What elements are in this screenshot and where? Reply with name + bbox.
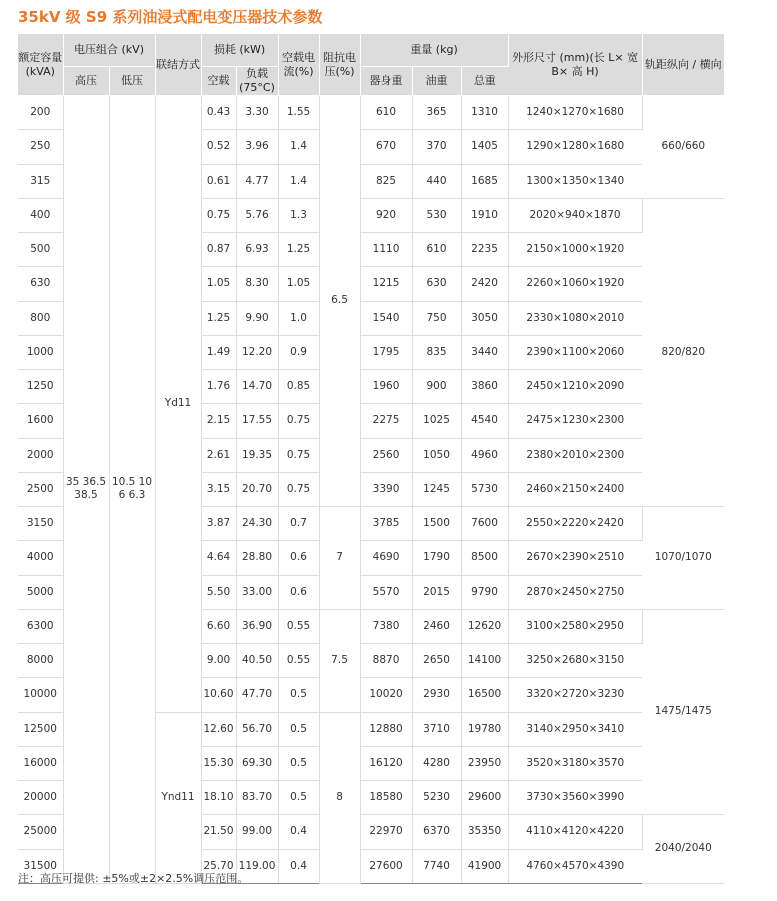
- oil-weight-cell: 1790: [412, 541, 461, 575]
- gauge-660: 660/660: [642, 96, 724, 199]
- body-weight-cell: 12880: [360, 712, 412, 746]
- header-weight: 重量 (kg): [360, 34, 508, 67]
- capacity-cell: 16000: [18, 746, 63, 780]
- header-load: 负载(75°C): [236, 67, 278, 96]
- load-loss-cell: 3.30: [236, 96, 278, 130]
- oil-weight-cell: 370: [412, 130, 461, 164]
- total-weight-cell: 2420: [461, 267, 508, 301]
- noload-current-cell: 1.0: [278, 301, 319, 335]
- gauge-1070: 1070/1070: [642, 507, 724, 610]
- capacity-cell: 315: [18, 164, 63, 198]
- dimensions-cell: 2380×2010×2300: [508, 438, 642, 472]
- body-weight-cell: 27600: [360, 849, 412, 883]
- load-loss-cell: 56.70: [236, 712, 278, 746]
- dimensions-cell: 4760×4570×4390: [508, 849, 642, 883]
- body-weight-cell: 8870: [360, 644, 412, 678]
- noload-loss-cell: 2.15: [201, 404, 236, 438]
- body-weight-cell: 1215: [360, 267, 412, 301]
- dimensions-cell: 3730×3560×3990: [508, 781, 642, 815]
- oil-weight-cell: 610: [412, 233, 461, 267]
- dimensions-cell: 2450×1210×2090: [508, 370, 642, 404]
- load-loss-cell: 12.20: [236, 335, 278, 369]
- load-loss-cell: 83.70: [236, 781, 278, 815]
- load-loss-cell: 17.55: [236, 404, 278, 438]
- load-loss-cell: 40.50: [236, 644, 278, 678]
- noload-loss-cell: 1.49: [201, 335, 236, 369]
- noload-current-cell: 0.9: [278, 335, 319, 369]
- noload-loss-cell: 12.60: [201, 712, 236, 746]
- impedance-8: 8: [319, 712, 360, 883]
- gauge-820: 820/820: [642, 198, 724, 506]
- body-weight-cell: 920: [360, 198, 412, 232]
- total-weight-cell: 8500: [461, 541, 508, 575]
- body-weight-cell: 1110: [360, 233, 412, 267]
- oil-weight-cell: 1025: [412, 404, 461, 438]
- total-weight-cell: 3440: [461, 335, 508, 369]
- noload-current-cell: 0.5: [278, 678, 319, 712]
- capacity-cell: 6300: [18, 609, 63, 643]
- oil-weight-cell: 1500: [412, 507, 461, 541]
- load-loss-cell: 14.70: [236, 370, 278, 404]
- noload-loss-cell: 21.50: [201, 815, 236, 849]
- noload-current-cell: 1.25: [278, 233, 319, 267]
- load-loss-cell: 5.76: [236, 198, 278, 232]
- body-weight-cell: 18580: [360, 781, 412, 815]
- noload-loss-cell: 4.64: [201, 541, 236, 575]
- total-weight-cell: 41900: [461, 849, 508, 883]
- impedance-7: 7: [319, 507, 360, 610]
- noload-current-cell: 0.7: [278, 507, 319, 541]
- noload-loss-cell: 0.52: [201, 130, 236, 164]
- header-oil: 油重: [412, 67, 461, 96]
- oil-weight-cell: 4280: [412, 746, 461, 780]
- load-loss-cell: 33.00: [236, 575, 278, 609]
- capacity-cell: 20000: [18, 781, 63, 815]
- load-loss-cell: 24.30: [236, 507, 278, 541]
- total-weight-cell: 7600: [461, 507, 508, 541]
- header-total: 总重: [461, 67, 508, 96]
- gauge-2040: 2040/2040: [642, 815, 724, 884]
- dimensions-cell: 2330×1080×2010: [508, 301, 642, 335]
- oil-weight-cell: 630: [412, 267, 461, 301]
- load-loss-cell: 20.70: [236, 472, 278, 506]
- noload-current-cell: 1.4: [278, 164, 319, 198]
- load-loss-cell: 36.90: [236, 609, 278, 643]
- load-loss-cell: 69.30: [236, 746, 278, 780]
- noload-loss-cell: 1.05: [201, 267, 236, 301]
- dimensions-cell: 2020×940×1870: [508, 198, 642, 232]
- total-weight-cell: 1910: [461, 198, 508, 232]
- header-current: 空载电流(%): [278, 34, 319, 96]
- oil-weight-cell: 3710: [412, 712, 461, 746]
- header-gauge: 轨距纵向 / 横向: [642, 34, 724, 96]
- noload-loss-cell: 1.76: [201, 370, 236, 404]
- oil-weight-cell: 7740: [412, 849, 461, 883]
- oil-weight-cell: 1245: [412, 472, 461, 506]
- footnote: 注：高压可提供: ±5%或±2×2.5%调压范围。: [18, 872, 249, 885]
- noload-current-cell: 0.55: [278, 609, 319, 643]
- hv-voltage-cell: 35 36.5 38.5: [63, 96, 109, 884]
- noload-loss-cell: 3.15: [201, 472, 236, 506]
- noload-current-cell: 0.75: [278, 438, 319, 472]
- dimensions-cell: 3250×2680×3150: [508, 644, 642, 678]
- total-weight-cell: 35350: [461, 815, 508, 849]
- oil-weight-cell: 2015: [412, 575, 461, 609]
- noload-current-cell: 0.5: [278, 781, 319, 815]
- capacity-cell: 400: [18, 198, 63, 232]
- total-weight-cell: 23950: [461, 746, 508, 780]
- total-weight-cell: 1685: [461, 164, 508, 198]
- body-weight-cell: 610: [360, 96, 412, 130]
- spec-table-body: [18, 96, 724, 884]
- noload-loss-cell: 0.87: [201, 233, 236, 267]
- load-loss-cell: 47.70: [236, 678, 278, 712]
- capacity-cell: 2500: [18, 472, 63, 506]
- noload-loss-cell: 5.50: [201, 575, 236, 609]
- capacity-cell: 12500: [18, 712, 63, 746]
- header-lv: 低压: [109, 67, 155, 96]
- total-weight-cell: 2235: [461, 233, 508, 267]
- header-impedance: 阻抗电压(%): [319, 34, 360, 96]
- header-loss: 损耗 (kW): [201, 34, 278, 67]
- load-loss-cell: 19.35: [236, 438, 278, 472]
- load-loss-cell: 28.80: [236, 541, 278, 575]
- header-noload: 空载: [201, 67, 236, 96]
- oil-weight-cell: 750: [412, 301, 461, 335]
- header-capacity: 额定容量(kVA): [18, 34, 63, 96]
- total-weight-cell: 5730: [461, 472, 508, 506]
- dimensions-cell: 2460×2150×2400: [508, 472, 642, 506]
- body-weight-cell: 3390: [360, 472, 412, 506]
- noload-current-cell: 1.3: [278, 198, 319, 232]
- capacity-cell: 1600: [18, 404, 63, 438]
- load-loss-cell: 4.77: [236, 164, 278, 198]
- dimensions-cell: 2260×1060×1920: [508, 267, 642, 301]
- noload-loss-cell: 0.61: [201, 164, 236, 198]
- noload-loss-cell: 1.25: [201, 301, 236, 335]
- noload-current-cell: 1.4: [278, 130, 319, 164]
- dimensions-cell: 4110×4120×4220: [508, 815, 642, 849]
- total-weight-cell: 16500: [461, 678, 508, 712]
- total-weight-cell: 3050: [461, 301, 508, 335]
- load-loss-cell: 9.90: [236, 301, 278, 335]
- dimensions-cell: 3320×2720×3230: [508, 678, 642, 712]
- load-loss-cell: 119.00: [236, 849, 278, 883]
- dimensions-cell: 3140×2950×3410: [508, 712, 642, 746]
- dimensions-cell: 2550×2220×2420: [508, 507, 642, 541]
- noload-current-cell: 0.6: [278, 575, 319, 609]
- capacity-cell: 500: [18, 233, 63, 267]
- capacity-cell: 5000: [18, 575, 63, 609]
- oil-weight-cell: 2650: [412, 644, 461, 678]
- noload-current-cell: 0.75: [278, 472, 319, 506]
- body-weight-cell: 16120: [360, 746, 412, 780]
- header-voltage: 电压组合 (kV): [63, 34, 155, 67]
- noload-current-cell: 0.55: [278, 644, 319, 678]
- noload-current-cell: 0.4: [278, 815, 319, 849]
- oil-weight-cell: 365: [412, 96, 461, 130]
- lv-voltage-cell: 10.5 10 6 6.3: [109, 96, 155, 884]
- noload-loss-cell: 0.43: [201, 96, 236, 130]
- total-weight-cell: 14100: [461, 644, 508, 678]
- dimensions-cell: 2475×1230×2300: [508, 404, 642, 438]
- capacity-cell: 25000: [18, 815, 63, 849]
- capacity-cell: 200: [18, 96, 63, 130]
- noload-current-cell: 0.85: [278, 370, 319, 404]
- capacity-cell: 4000: [18, 541, 63, 575]
- noload-loss-cell: 6.60: [201, 609, 236, 643]
- load-loss-cell: 99.00: [236, 815, 278, 849]
- capacity-cell: 8000: [18, 644, 63, 678]
- noload-current-cell: 0.5: [278, 746, 319, 780]
- noload-loss-cell: 15.30: [201, 746, 236, 780]
- impedance-7-5: 7.5: [319, 609, 360, 712]
- noload-loss-cell: 9.00: [201, 644, 236, 678]
- dimensions-cell: 2390×1100×2060: [508, 335, 642, 369]
- noload-current-cell: 0.6: [278, 541, 319, 575]
- noload-current-cell: 1.55: [278, 96, 319, 130]
- dimensions-cell: 1290×1280×1680: [508, 130, 642, 164]
- body-weight-cell: 1540: [360, 301, 412, 335]
- total-weight-cell: 29600: [461, 781, 508, 815]
- body-weight-cell: 1795: [360, 335, 412, 369]
- body-weight-cell: 22970: [360, 815, 412, 849]
- body-weight-cell: 5570: [360, 575, 412, 609]
- capacity-cell: 1000: [18, 335, 63, 369]
- capacity-cell: 250: [18, 130, 63, 164]
- oil-weight-cell: 900: [412, 370, 461, 404]
- capacity-cell: 10000: [18, 678, 63, 712]
- body-weight-cell: 7380: [360, 609, 412, 643]
- body-weight-cell: 2560: [360, 438, 412, 472]
- noload-current-cell: 0.5: [278, 712, 319, 746]
- oil-weight-cell: 835: [412, 335, 461, 369]
- oil-weight-cell: 530: [412, 198, 461, 232]
- noload-loss-cell: 3.87: [201, 507, 236, 541]
- connection-ynd11: Ynd11: [155, 712, 201, 883]
- table-row: [18, 96, 724, 130]
- total-weight-cell: 1405: [461, 130, 508, 164]
- total-weight-cell: 1310: [461, 96, 508, 130]
- oil-weight-cell: 440: [412, 164, 461, 198]
- body-weight-cell: 10020: [360, 678, 412, 712]
- total-weight-cell: 3860: [461, 370, 508, 404]
- page-title: 35kV 级 S9 系列油浸式配电变压器技术参数: [18, 8, 323, 26]
- body-weight-cell: 3785: [360, 507, 412, 541]
- body-weight-cell: 825: [360, 164, 412, 198]
- load-loss-cell: 8.30: [236, 267, 278, 301]
- oil-weight-cell: 1050: [412, 438, 461, 472]
- dimensions-cell: 1240×1270×1680: [508, 96, 642, 130]
- load-loss-cell: 3.96: [236, 130, 278, 164]
- dimensions-cell: 3520×3180×3570: [508, 746, 642, 780]
- body-weight-cell: 1960: [360, 370, 412, 404]
- impedance-6-5: 6.5: [319, 96, 360, 507]
- header-body: 器身重: [360, 67, 412, 96]
- capacity-cell: 1250: [18, 370, 63, 404]
- dimensions-cell: 3100×2580×2950: [508, 609, 642, 643]
- noload-current-cell: 0.75: [278, 404, 319, 438]
- capacity-cell: 3150: [18, 507, 63, 541]
- header-hv: 高压: [63, 67, 109, 96]
- total-weight-cell: 4540: [461, 404, 508, 438]
- dimensions-cell: 2870×2450×2750: [508, 575, 642, 609]
- noload-loss-cell: 10.60: [201, 678, 236, 712]
- dimensions-cell: 2150×1000×1920: [508, 233, 642, 267]
- dimensions-cell: 1300×1350×1340: [508, 164, 642, 198]
- connection-yd11: Yd11: [155, 96, 201, 713]
- noload-loss-cell: 0.75: [201, 198, 236, 232]
- body-weight-cell: 4690: [360, 541, 412, 575]
- spec-table: [18, 34, 724, 884]
- body-weight-cell: 2275: [360, 404, 412, 438]
- capacity-cell: 800: [18, 301, 63, 335]
- noload-current-cell: 0.4: [278, 849, 319, 883]
- total-weight-cell: 9790: [461, 575, 508, 609]
- header-dims: 外形尺寸 (mm)(长 L× 宽 B× 高 H): [508, 34, 642, 96]
- body-weight-cell: 670: [360, 130, 412, 164]
- oil-weight-cell: 6370: [412, 815, 461, 849]
- noload-current-cell: 1.05: [278, 267, 319, 301]
- noload-loss-cell: 18.10: [201, 781, 236, 815]
- total-weight-cell: 4960: [461, 438, 508, 472]
- load-loss-cell: 6.93: [236, 233, 278, 267]
- total-weight-cell: 19780: [461, 712, 508, 746]
- header-connection: 联结方式: [155, 34, 201, 96]
- gauge-1475: 1475/1475: [642, 609, 724, 815]
- oil-weight-cell: 2460: [412, 609, 461, 643]
- capacity-cell: 2000: [18, 438, 63, 472]
- oil-weight-cell: 2930: [412, 678, 461, 712]
- dimensions-cell: 2670×2390×2510: [508, 541, 642, 575]
- total-weight-cell: 12620: [461, 609, 508, 643]
- oil-weight-cell: 5230: [412, 781, 461, 815]
- noload-loss-cell: 2.61: [201, 438, 236, 472]
- capacity-cell: 630: [18, 267, 63, 301]
- noload-loss-cell: 25.70: [201, 849, 236, 883]
- capacity-cell: 31500: [18, 849, 63, 883]
